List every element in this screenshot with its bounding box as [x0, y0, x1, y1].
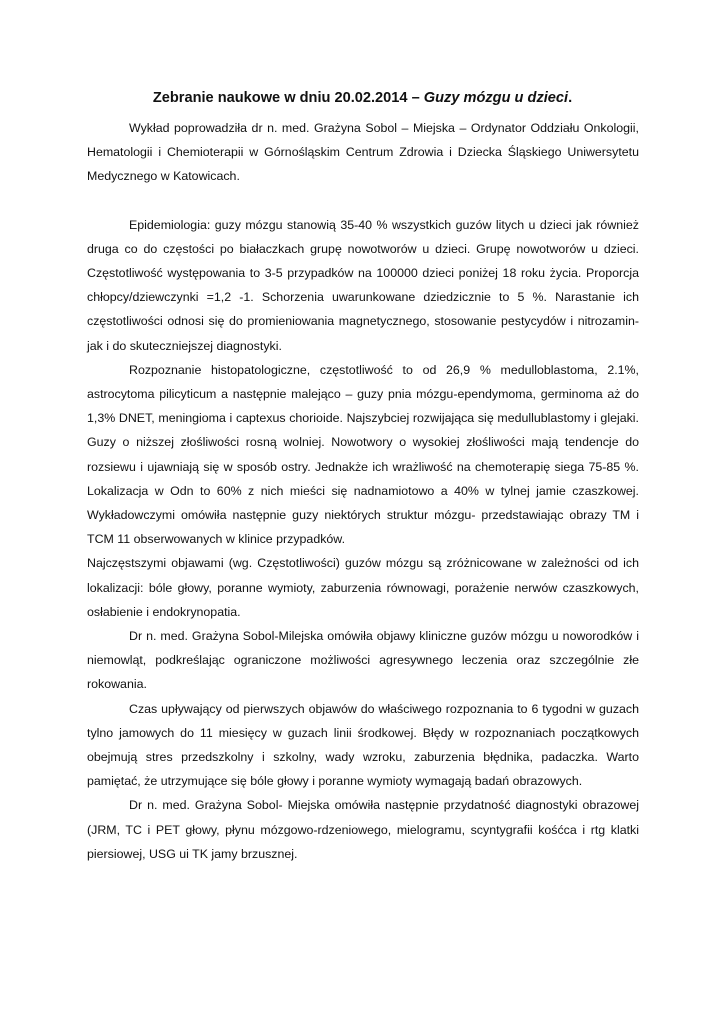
document-body — [87, 116, 639, 866]
document-title — [0, 88, 725, 108]
paragraph-histopathology: Rozpoznanie histopatologiczne, częstotliwość to od 26,9 % medulloblastoma, 2.1%, astrocytoma pilicyticum a następnie malejąco – guzy pnia mózgu-ependymoma, germinoma aż do 1,3% DNET, meningioma i captexus chorioide. Najszybciej rozwijająca się medullublastomy i glejaki. Guzy o niższej złośliwości rosną wolniej. Nowotwory o wysokiej złośliwości mają tendencje do rozsiewu i ujawniają się w sposób ostry. Jednakże ich wrażliwość na chemoterapię siega 75-85 %. Lokalizacja w Odn to 60% z nich mieści się nadnamiotowo a 40% w tylnej jamie czaszkowej. Wykładowczymi omówiła następnie guzy niektórych struktur mózgu- przedstawiając obrazy TM i TCM 11 obserwowanych w klinice przypadków. — [87, 362, 639, 547]
title-main: Zebranie naukowe w dniu 20.02.2014 – — [152, 90, 424, 106]
paragraph-infants: Dr n. med. Grażyna Sobol-Milejska omówiła objawy kliniczne guzów mózgu u noworodków i niemowląt, podkreślając ograniczone możliwości agresywnego leczenia oraz szczególnie złe rokowania. — [87, 629, 639, 692]
paragraph-epidemiology: Epidemiologia: guzy mózgu stanowią 35-40 % wszystkich guzów litych u dzieci jak również druga co do częstości po białaczkach grupę nowotworów u dzieci. Grupę nowotworów u dzieci. Częstotliwość występowania to 3-5 przypadków na 100000 dzieci poniżej 18 roku życia. Proporcja chłopcy/dziewczynki =1,2 -1. Schorzenia uwarunkowane dziedzicznie to 5 %. Narastanie ich częstotliwości odnosi się do promieniowania magnetycznego, stosowanie pestycydów i nitrozamin-jak i do skuteczniejszej diagnostyki. — [87, 217, 639, 353]
paragraph-diagnosis-time: Czas upływający od pierwszych objawów do właściwego rozpoznania to 6 tygodni w guzach tylno jamowych do 11 miesięcy w guzach linii środkowej. Błędy w rozpoznaniach początkowych obejmują stres przedszkolny i szkolny, wady wzroku, zaburzenia błędnika, padaczka. Warto pamiętać, że utrzymujące się bóle głowy i poranne wymioty wymagają badań obrazowych. — [87, 701, 639, 789]
title-topic: Guzy mózgu u dzieci — [423, 90, 569, 106]
paragraph-symptoms: Najczęstszymi objawami (wg. Częstotliwości) guzów mózgu są zróżnicowane w zależności od ich lokalizacji: bóle głowy, poranne wymioty, zaburzenia równowagi, porażenie nerwów czaszkowych, osłabienie i endokrynopatia. — [87, 556, 639, 619]
paragraph-imaging: Dr n. med. Grażyna Sobol- Miejska omówiła następnie przydatność diagnostyki obrazowej (JRM, TC i PET głowy, płynu mózgowo-rdzeniowego, mielogramu, scyntygrafii kośćca i rtg klatki piersiowej, USG ui TK jamy brzusznej. — [87, 798, 639, 861]
title-end: . — [568, 90, 573, 106]
paragraph-lecturer: Wykład poprowadziła dr n. med. Grażyna Sobol – Miejska – Ordynator Oddziału Onkologii, Hematologii i Chemioterapii w Górnośląskim Centrum Zdrowia i Dziecka Śląskiego Uniwersytetu Medycznego w Katowicach. — [87, 121, 639, 184]
